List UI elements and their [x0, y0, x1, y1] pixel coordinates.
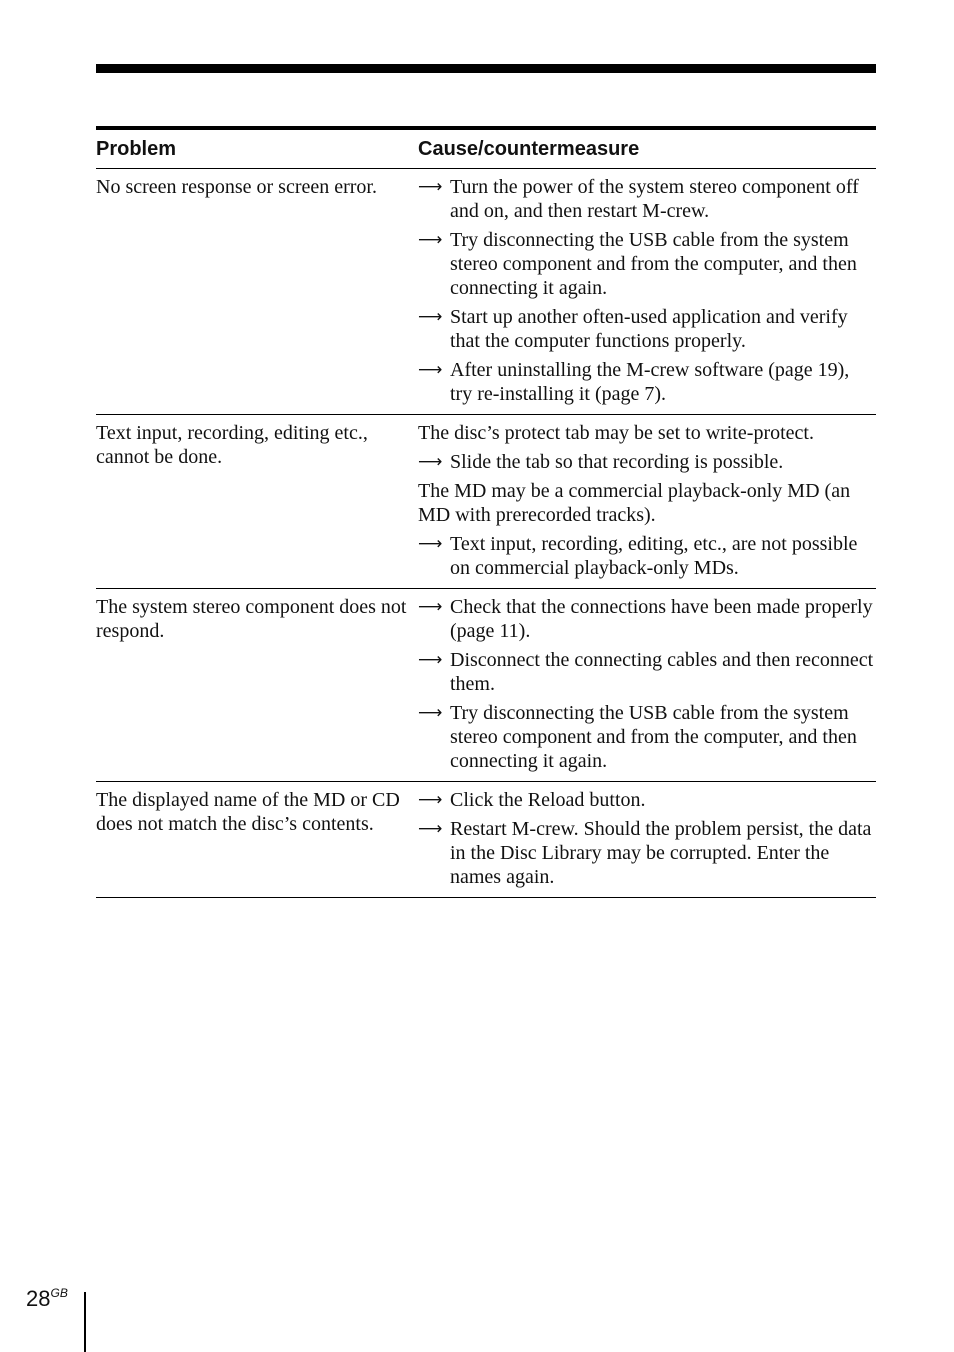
arrow-icon: ⟶: [418, 230, 443, 250]
arrow-icon: ⟶: [418, 177, 443, 197]
problem-cell: The system stereo component does not respond.: [96, 596, 407, 642]
cause-item: [418, 701, 876, 773]
cause-text: Slide the tab so that recording is possible.: [450, 451, 784, 473]
cause-text: After uninstalling the M-crew software (page 19), try re-installing it (page 7).: [450, 359, 850, 405]
arrow-icon: ⟶: [418, 307, 443, 327]
cause-item: [418, 450, 876, 474]
cause-text: Start up another often-used application and verify that the computer functions properly.: [450, 306, 848, 352]
cause-text: Restart M-crew. Should the problem persist, the data in the Disc Library may be corrupted. Enter the names again.: [450, 818, 872, 888]
problem-cell: No screen response or screen error.: [96, 176, 377, 198]
arrow-icon: ⟶: [418, 452, 443, 472]
cause-item: [418, 228, 876, 300]
cause-text: Check that the connections have been made properly (page 11).: [450, 596, 873, 642]
cause-text: Text input, recording, editing, etc., are not possible on commercial playback-only MDs.: [450, 533, 858, 579]
table-header: [96, 130, 876, 169]
arrow-icon: ⟶: [418, 597, 443, 617]
footer-rule: [84, 1292, 86, 1352]
cause-text: Disconnect the connecting cables and then reconnect them.: [450, 649, 874, 695]
table-row: [96, 782, 876, 898]
page-number-value: 28: [26, 1286, 51, 1311]
page-number-suffix: GB: [50, 1286, 68, 1300]
table-row: [96, 589, 876, 782]
header-problem: Problem: [96, 138, 177, 160]
cause-item: [418, 817, 876, 889]
cause-note: The disc’s protect tab may be set to write-protect.: [418, 422, 814, 444]
cause-text: Try disconnecting the USB cable from the system stereo component and from the computer, and then connecting it again.: [450, 229, 857, 299]
cause-item: [418, 305, 876, 353]
arrow-icon: ⟶: [418, 650, 443, 670]
page-number: [26, 1286, 68, 1312]
cause-item: [418, 175, 876, 223]
arrow-icon: ⟶: [418, 534, 443, 554]
cause-text: Turn the power of the system stereo component off and on, and then restart M-crew.: [450, 176, 859, 222]
cause-cell: [418, 175, 876, 406]
table-row: [96, 415, 876, 589]
arrow-icon: ⟶: [418, 703, 443, 723]
cause-item: [418, 595, 876, 643]
cause-note: The MD may be a commercial playback-only MD (an MD with prerecorded tracks).: [418, 480, 851, 526]
arrow-icon: ⟶: [418, 360, 443, 380]
cause-text: Try disconnecting the USB cable from the system stereo component and from the computer, and then connecting it again.: [450, 702, 857, 772]
cause-item: [418, 648, 876, 696]
table-row: [96, 169, 876, 415]
top-rule: [96, 64, 876, 73]
cause-item: [418, 532, 876, 580]
cause-item: [418, 358, 876, 406]
troubleshooting-table: [96, 126, 876, 898]
cause-text: Click the Reload button.: [450, 789, 646, 811]
arrow-icon: ⟶: [418, 790, 443, 810]
cause-cell: [418, 595, 876, 773]
cause-cell: [418, 421, 876, 580]
header-cause: Cause/countermeasure: [418, 138, 640, 160]
cause-cell: [418, 788, 876, 889]
problem-cell: The displayed name of the MD or CD does not match the disc’s contents.: [96, 789, 400, 835]
arrow-icon: ⟶: [418, 819, 443, 839]
cause-item: [418, 788, 876, 812]
problem-cell: Text input, recording, editing etc., cannot be done.: [96, 422, 368, 468]
